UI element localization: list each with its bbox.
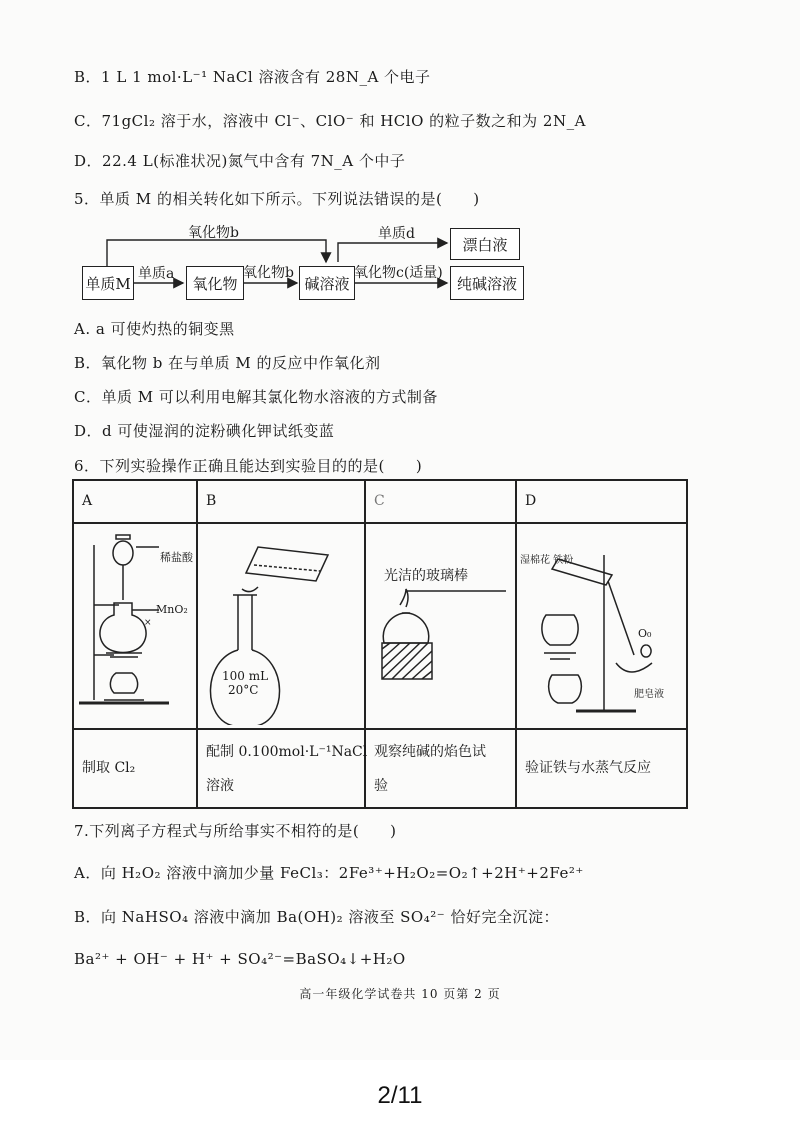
header-c: C	[374, 493, 385, 509]
q4-option-b: B．1 L 1 mol·L⁻¹ NaCl 溶液含有 28N_A 个电子	[74, 68, 431, 86]
box-bleach: 漂白液	[450, 228, 520, 260]
header-a: A	[82, 493, 93, 509]
label-20c: 20°C	[228, 683, 259, 697]
q5-stem: 5．单质 M 的相关转化如下所示。下列说法错误的是( )	[74, 190, 480, 208]
q7-option-b: B．向 NaHSO₄ 溶液中滴加 Ba(OH)₂ 溶液至 SO₄²⁻ 恰好完全沉淀：	[74, 908, 559, 926]
purpose-d: 验证铁与水蒸气反应	[525, 760, 651, 776]
label-soap-solution: 肥皂液	[634, 689, 664, 700]
q7-stem: 7.下列离子方程式与所给事实不相符的是( )	[74, 822, 397, 840]
apparatus-b-figure	[198, 525, 363, 725]
label-mno2: MnO₂	[156, 603, 188, 616]
label-oxide-b-top: 氧化物b	[188, 225, 239, 241]
svg-text:×: ×	[144, 618, 152, 628]
page-footer: 高一年级化学试卷共 10 页第 2 页	[299, 987, 501, 1001]
box-soda-solution: 纯碱溶液	[450, 266, 524, 300]
box-alkali-solution: 碱溶液	[299, 266, 355, 300]
purpose-c-line2: 验	[374, 778, 388, 794]
header-b: B	[206, 493, 217, 509]
label-bubbles: O₀	[638, 627, 652, 640]
q5-option-a: A. a 可使灼热的铜变黑	[74, 320, 235, 338]
q4-option-d: D．22.4 L(标准状况)氮气中含有 7N_A 个中子	[74, 152, 406, 170]
box-element-m: 单质M	[82, 266, 134, 300]
q6-stem: 6．下列实验操作正确且能达到实验目的的是( )	[74, 457, 423, 475]
purpose-c-line1: 观察纯碱的焰色试	[374, 744, 486, 760]
q7-option-b-equation: Ba²⁺ + OH⁻ + H⁺ + SO₄²⁻=BaSO₄↓+H₂O	[74, 950, 406, 968]
page-indicator: 2/11	[377, 1082, 423, 1109]
q5-option-d: D．d 可使湿润的淀粉碘化钾试纸变蓝	[74, 422, 335, 440]
purpose-a: 制取 Cl₂	[82, 760, 136, 776]
q6-table	[72, 479, 688, 809]
label-hydrochloric-acid: 稀盐酸	[160, 551, 193, 564]
purpose-b-line2: 溶液	[206, 778, 234, 794]
label-oxide-c: 氧化物c(适量)	[354, 265, 443, 281]
q4-option-c: C．71gCl₂ 溶于水，溶液中 Cl⁻、ClO⁻ 和 HClO 的粒子数之和为 2N_A	[74, 112, 586, 130]
q7-option-a: A．向 H₂O₂ 溶液中滴加少量 FeCl₃：2Fe³⁺+H₂O₂=O₂↑+2H⁺+2Fe²⁺	[74, 864, 584, 882]
label-glass-rod: 光洁的玻璃棒	[384, 568, 468, 584]
q5-option-b: B．氧化物 b 在与单质 M 的反应中作氧化剂	[74, 354, 381, 372]
header-d: D	[525, 493, 537, 509]
q5-option-c: C．单质 M 可以利用电解其氯化物水溶液的方式制备	[74, 388, 438, 406]
apparatus-c-figure	[366, 525, 514, 725]
purpose-b-line1: 配制 0.100mol·L⁻¹NaCl	[206, 744, 368, 760]
label-element-a: 单质a	[138, 266, 175, 282]
label-wet-cotton-iron: 湿棉花 铁粉	[520, 555, 574, 566]
box-oxide: 氧化物	[186, 266, 244, 300]
label-100ml: 100 mL	[222, 669, 269, 683]
label-oxide-b: 氧化物b	[243, 265, 294, 281]
label-element-d: 单质d	[378, 226, 415, 242]
